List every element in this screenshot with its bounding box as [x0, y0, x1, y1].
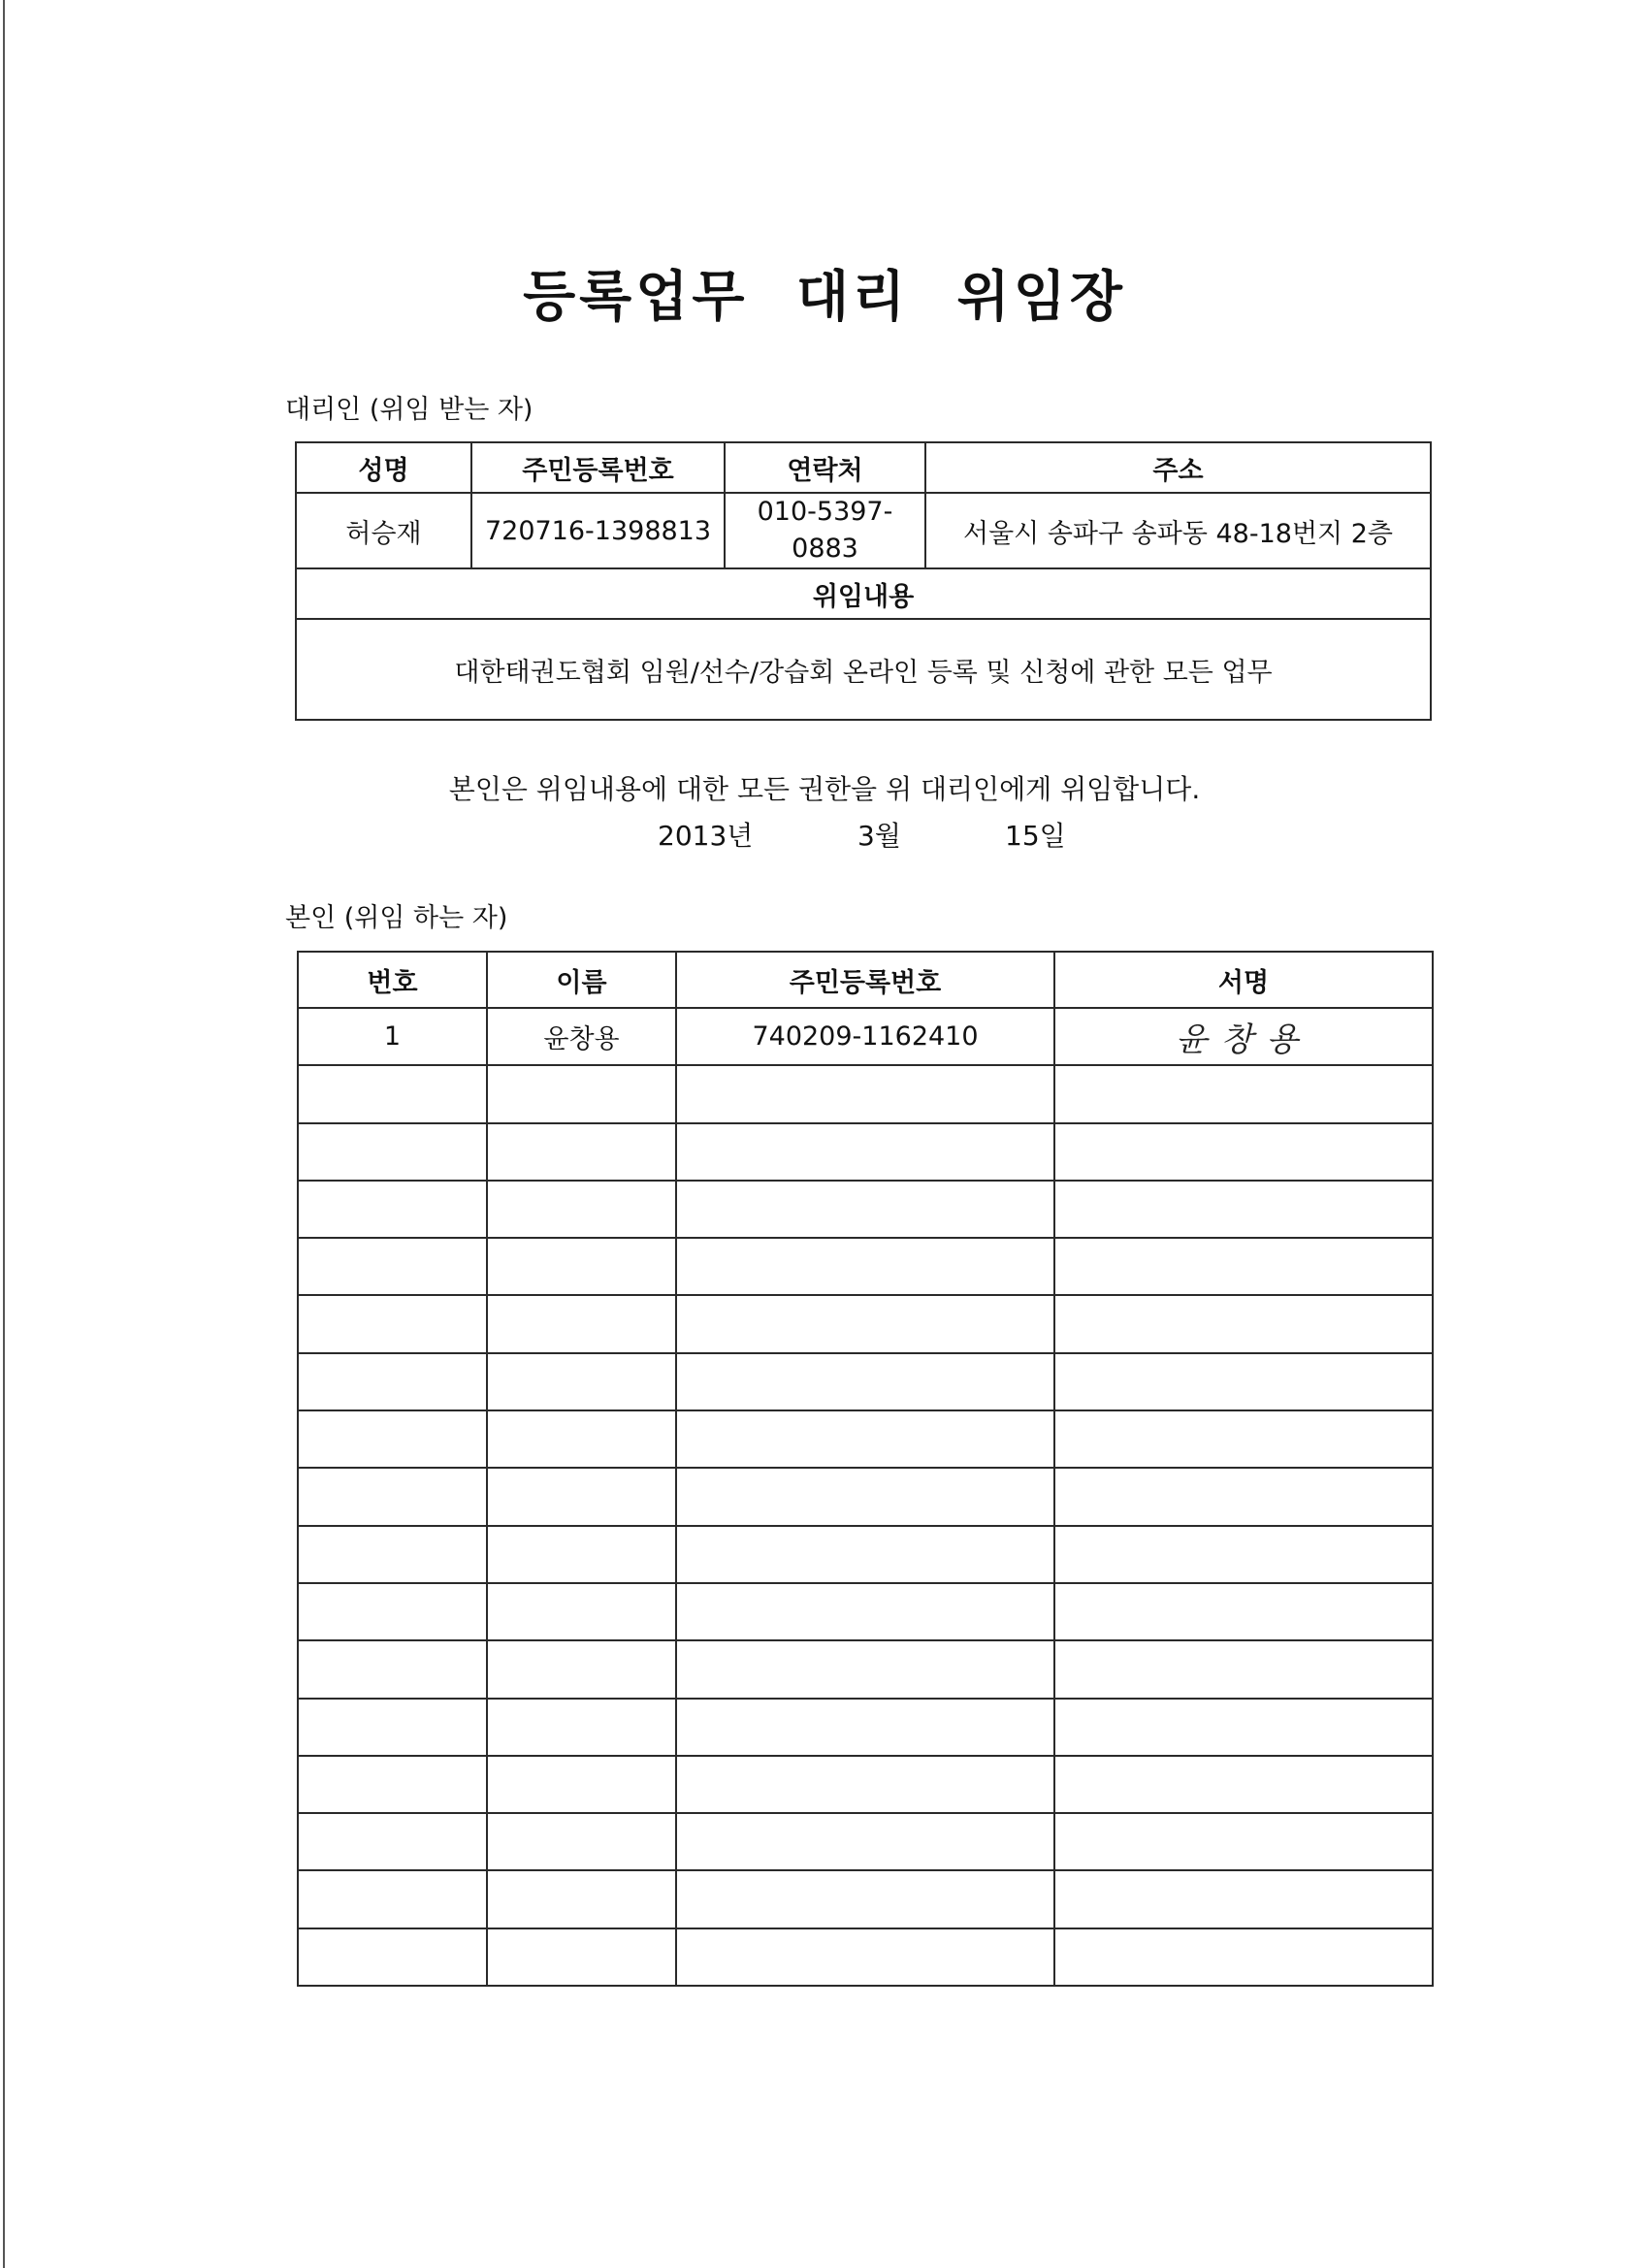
principal-header-number: 번호	[298, 952, 487, 1008]
principal-header-row	[298, 952, 1433, 1008]
empty-row	[298, 1468, 1433, 1525]
empty-row	[298, 1526, 1433, 1583]
empty-row	[298, 1410, 1433, 1468]
agent-table	[295, 441, 1432, 721]
empty-cell	[487, 1238, 676, 1295]
empty-row	[298, 1238, 1433, 1295]
empty-cell	[298, 1238, 487, 1295]
empty-row	[298, 1699, 1433, 1756]
empty-cell	[676, 1699, 1054, 1756]
empty-cell	[676, 1870, 1054, 1928]
principal-resident-number: 740209-1162410	[676, 1008, 1054, 1065]
empty-cell	[298, 1468, 487, 1525]
empty-cell	[676, 1468, 1054, 1525]
empty-cell	[298, 1813, 487, 1870]
empty-cell	[676, 1813, 1054, 1870]
empty-cell	[487, 1123, 676, 1181]
content-row	[296, 619, 1431, 720]
agent-phone-line2: 0883	[792, 534, 858, 564]
empty-cell	[1054, 1238, 1433, 1295]
empty-cell	[298, 1870, 487, 1928]
empty-cell	[676, 1526, 1054, 1583]
content-header: 위임내용	[296, 568, 1431, 619]
empty-cell	[676, 1238, 1054, 1295]
empty-cell	[676, 1756, 1054, 1813]
content-header-row	[296, 568, 1431, 619]
empty-cell	[1054, 1583, 1433, 1640]
empty-cell	[487, 1870, 676, 1928]
empty-cell	[676, 1353, 1054, 1410]
empty-cell	[1054, 1640, 1433, 1698]
empty-cell	[298, 1181, 487, 1238]
empty-cell	[487, 1181, 676, 1238]
empty-cell	[1054, 1410, 1433, 1468]
empty-cell	[1054, 1468, 1433, 1525]
delegation-statement: 본인은 위임내용에 대한 모든 권한을 위 대리인에게 위임합니다.	[448, 773, 1201, 805]
empty-cell	[487, 1699, 676, 1756]
empty-cell	[1054, 1181, 1433, 1238]
principal-number: 1	[298, 1008, 487, 1065]
principal-table	[297, 951, 1434, 1987]
principal-header-name: 이름	[487, 952, 676, 1008]
empty-cell	[487, 1813, 676, 1870]
delegation-content: 대한태권도협회 임원/선수/강습회 온라인 등록 및 신청에 관한 모든 업무	[296, 619, 1431, 720]
agent-header-phone: 연락처	[725, 442, 925, 493]
agent-header-name: 성명	[296, 442, 471, 493]
empty-row	[298, 1181, 1433, 1238]
empty-cell	[487, 1583, 676, 1640]
empty-cell	[1054, 1870, 1433, 1928]
empty-row	[298, 1065, 1433, 1122]
empty-cell	[298, 1928, 487, 1986]
empty-cell	[487, 1526, 676, 1583]
empty-cell	[487, 1410, 676, 1468]
agent-resident-number: 720716-1398813	[471, 493, 725, 568]
agent-data-row	[296, 493, 1431, 568]
agent-section-label: 대리인 (위임 받는 자)	[285, 395, 534, 425]
empty-cell	[1054, 1065, 1433, 1122]
empty-cell	[1054, 1526, 1433, 1583]
document-title: 등록업무 대리 위임장	[523, 266, 1126, 329]
empty-cell	[1054, 1699, 1433, 1756]
empty-cell	[676, 1410, 1054, 1468]
empty-cell	[298, 1756, 487, 1813]
agent-address: 서울시 송파구 송파동 48-18번지 2층	[925, 493, 1431, 568]
principal-name: 윤창용	[487, 1008, 676, 1065]
empty-cell	[298, 1065, 487, 1122]
empty-row	[298, 1640, 1433, 1698]
empty-cell	[487, 1756, 676, 1813]
principal-header-signature: 서명	[1054, 952, 1433, 1008]
principal-header-resident-number: 주민등록번호	[676, 952, 1054, 1008]
empty-cell	[676, 1640, 1054, 1698]
empty-cell	[1054, 1123, 1433, 1181]
empty-cell	[676, 1065, 1054, 1122]
empty-cell	[487, 1928, 676, 1986]
empty-cell	[298, 1583, 487, 1640]
empty-cell	[298, 1123, 487, 1181]
empty-row	[298, 1870, 1433, 1928]
agent-phone-line1: 010-5397-	[757, 497, 893, 527]
principal-row	[298, 1008, 1433, 1065]
empty-cell	[298, 1699, 487, 1756]
empty-cell	[1054, 1353, 1433, 1410]
empty-cell	[676, 1295, 1054, 1352]
agent-header-address: 주소	[925, 442, 1431, 493]
agent-header-resident-number: 주민등록번호	[471, 442, 725, 493]
empty-row	[298, 1123, 1433, 1181]
empty-cell	[1054, 1295, 1433, 1352]
agent-header-row	[296, 442, 1431, 493]
empty-cell	[676, 1123, 1054, 1181]
date-day: 15일	[1005, 820, 1066, 852]
principal-signature: 윤창용	[1054, 1008, 1433, 1065]
empty-row	[298, 1583, 1433, 1640]
principal-section-label: 본인 (위임 하는 자)	[285, 903, 508, 933]
empty-cell	[1054, 1928, 1433, 1986]
empty-cell	[676, 1928, 1054, 1986]
scan-edge-line	[3, 0, 5, 2268]
empty-row	[298, 1756, 1433, 1813]
agent-phone	[725, 493, 925, 568]
date-month: 3월	[857, 820, 901, 852]
empty-cell	[298, 1410, 487, 1468]
empty-row	[298, 1295, 1433, 1352]
empty-cell	[676, 1181, 1054, 1238]
empty-row	[298, 1928, 1433, 1986]
empty-cell	[298, 1640, 487, 1698]
agent-name: 허승재	[296, 493, 471, 568]
date-year: 2013년	[658, 820, 754, 852]
empty-cell	[298, 1353, 487, 1410]
empty-cell	[298, 1295, 487, 1352]
empty-cell	[1054, 1756, 1433, 1813]
empty-row	[298, 1813, 1433, 1870]
empty-cell	[487, 1468, 676, 1525]
empty-cell	[487, 1640, 676, 1698]
empty-cell	[487, 1353, 676, 1410]
empty-cell	[487, 1295, 676, 1352]
empty-cell	[298, 1526, 487, 1583]
empty-cell	[1054, 1813, 1433, 1870]
empty-cell	[487, 1065, 676, 1122]
empty-cell	[676, 1583, 1054, 1640]
empty-row	[298, 1353, 1433, 1410]
